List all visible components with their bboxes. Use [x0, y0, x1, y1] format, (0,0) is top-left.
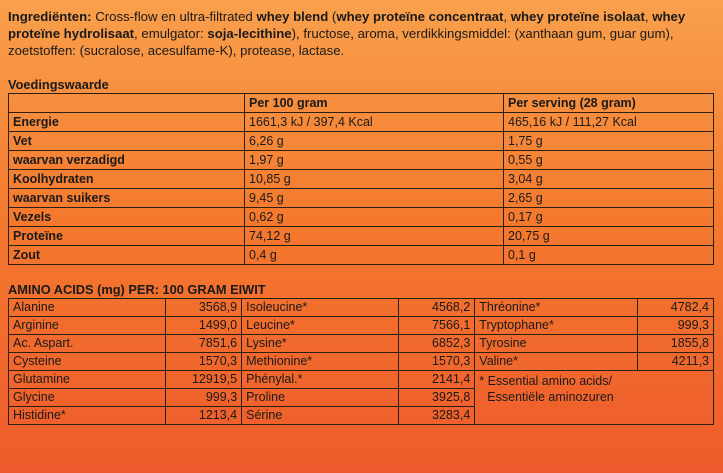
amino-value: 7851,6: [165, 335, 241, 353]
nutrient-value: 9,45 g: [245, 189, 504, 208]
nutrient-value: 6,26 g: [245, 132, 504, 151]
amino-value: 12919,5: [165, 371, 241, 389]
amino-title: AMINO ACIDS (mg) PER: 100 GRAM EIWIT: [8, 282, 266, 297]
amino-value: 1855,8: [637, 335, 713, 353]
amino-name: Tryptophane*: [475, 317, 637, 335]
amino-name: Valine*: [475, 353, 637, 371]
nutrient-name: Vezels: [9, 208, 245, 227]
nutrient-value: 1,97 g: [245, 151, 504, 170]
amino-value: 1570,3: [399, 353, 475, 371]
ingredients-paragraph: [8, 8, 714, 59]
amino-value: 2141,4: [399, 371, 475, 389]
nutrition-header-cell: Per 100 gram: [245, 94, 504, 113]
amino-value: 1570,3: [165, 353, 241, 371]
nutrition-row: [9, 246, 714, 265]
amino-value: 4211,3: [637, 353, 713, 371]
ingredient-bold-segment: whey proteïne hydrolisaat: [8, 9, 686, 41]
amino-value: 4568,2: [399, 299, 475, 317]
ingredient-segment: ,: [644, 9, 653, 24]
amino-name: Lysine*: [242, 335, 399, 353]
amino-row: [9, 335, 714, 353]
amino-row: [9, 317, 714, 335]
amino-table: [8, 298, 714, 425]
nutrient-value: 3,04 g: [504, 170, 714, 189]
amino-value: 3283,4: [399, 407, 475, 425]
amino-name: Arginine: [9, 317, 166, 335]
amino-name: Sérine: [242, 407, 399, 425]
amino-value: 3925,8: [399, 389, 475, 407]
amino-name: Cysteine: [9, 353, 166, 371]
ingredient-segment: , emulgator:: [134, 26, 208, 41]
nutrient-name: Vet: [9, 132, 245, 151]
nutrition-row: [9, 151, 714, 170]
amino-name: Leucine*: [242, 317, 399, 335]
amino-name: Glycine: [9, 389, 166, 407]
nutrition-row: [9, 132, 714, 151]
amino-value: 7566,1: [399, 317, 475, 335]
amino-name: Methionine*: [242, 353, 399, 371]
nutrition-title: Voedingswaarde: [8, 77, 109, 92]
nutrition-row: [9, 227, 714, 246]
nutrient-name: Koolhydraten: [9, 170, 245, 189]
ingredient-segment: ,: [503, 9, 511, 24]
ingredients-text: [8, 9, 685, 58]
nutrient-value: 2,65 g: [504, 189, 714, 208]
nutrient-value: 0,4 g: [245, 246, 504, 265]
amino-value: 999,3: [637, 317, 713, 335]
nutrition-row: [9, 208, 714, 227]
amino-name: Histidine*: [9, 407, 166, 425]
nutrient-value: 74,12 g: [245, 227, 504, 246]
amino-value: 1499,0: [165, 317, 241, 335]
nutrient-name: waarvan suikers: [9, 189, 245, 208]
nutrition-table: [8, 93, 714, 265]
ingredients-label: Ingrediënten:: [8, 9, 92, 24]
ingredient-bold-segment: soja-lecithine: [207, 26, 292, 41]
ingredient-segment: Cross-flow en ultra-filtrated: [91, 9, 257, 24]
note-line: * Essential amino acids/: [479, 374, 612, 388]
nutrition-row: [9, 189, 714, 208]
nutrient-value: 0,62 g: [245, 208, 504, 227]
amino-value: 6852,3: [399, 335, 475, 353]
spacer: [8, 265, 714, 282]
amino-row: [9, 299, 714, 317]
amino-row: [9, 353, 714, 371]
nutrition-row: [9, 170, 714, 189]
nutrition-header-cell: [9, 94, 245, 113]
ingredient-bold-segment: whey blend: [256, 9, 329, 24]
amino-row: [9, 371, 714, 389]
spacer: [8, 59, 714, 77]
amino-name: Tyrosine: [475, 335, 637, 353]
amino-name: Alanine: [9, 299, 166, 317]
nutrient-name: Energie: [9, 113, 245, 132]
nutrient-value: 465,16 kJ / 111,27 Kcal: [504, 113, 714, 132]
nutrient-name: Proteïne: [9, 227, 245, 246]
nutrient-value: 1661,3 kJ / 397,4 Kcal: [245, 113, 504, 132]
essential-amino-note: [475, 371, 714, 425]
nutrient-value: 0,55 g: [504, 151, 714, 170]
note-line: Essentiële aminozuren: [487, 390, 614, 404]
ingredient-bold-segment: whey proteïne isolaat: [510, 9, 645, 24]
amino-name: Isoleucine*: [242, 299, 399, 317]
nutrient-value: 0,17 g: [504, 208, 714, 227]
nutrient-name: waarvan verzadigd: [9, 151, 245, 170]
amino-value: 4782,4: [637, 299, 713, 317]
nutrient-value: 0,1 g: [504, 246, 714, 265]
ingredient-bold-segment: whey proteïne concentraat: [336, 9, 504, 24]
ingredient-segment: (: [328, 9, 337, 24]
amino-value: 1213,4: [165, 407, 241, 425]
nutrient-name: Zout: [9, 246, 245, 265]
amino-value: 3568,9: [165, 299, 241, 317]
amino-name: Glutamine: [9, 371, 166, 389]
amino-name: Phénylal.*: [242, 371, 399, 389]
nutrient-value: 20,75 g: [504, 227, 714, 246]
amino-name: Ac. Aspart.: [9, 335, 166, 353]
nutrition-row: [9, 113, 714, 132]
amino-name: Thréonine*: [475, 299, 637, 317]
ingredient-segment: ), fructose, aroma, verdikkingsmiddel: (xanthaan gum, guar gum), zoetstoffen: (sucralose, acesulfame-K), protease, lactase.: [8, 26, 674, 58]
amino-value: 999,3: [165, 389, 241, 407]
nutrition-header-cell: Per serving (28 gram): [504, 94, 714, 113]
nutrient-value: 10,85 g: [245, 170, 504, 189]
nutrition-header-row: [9, 94, 714, 113]
amino-name: Proline: [242, 389, 399, 407]
nutrient-value: 1,75 g: [504, 132, 714, 151]
